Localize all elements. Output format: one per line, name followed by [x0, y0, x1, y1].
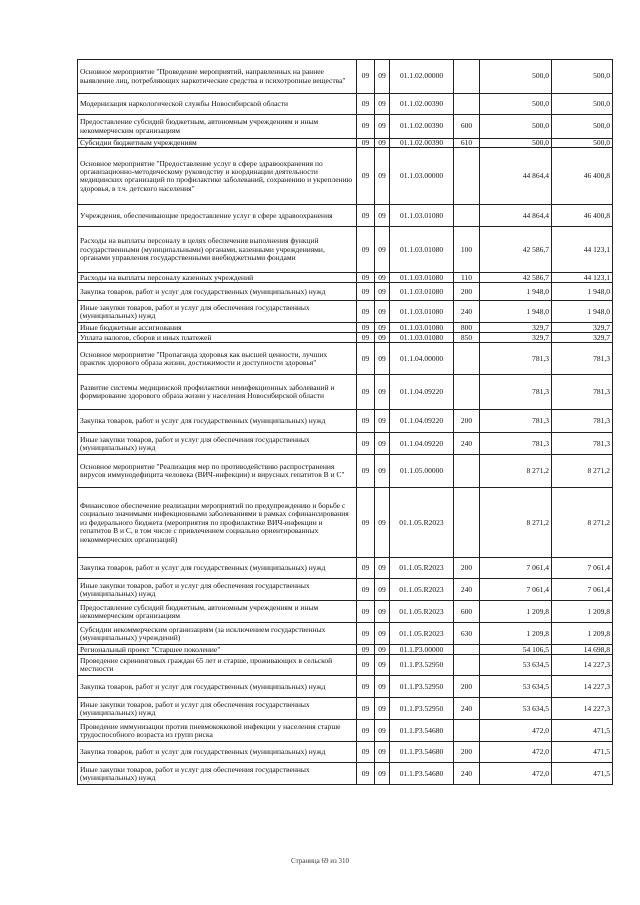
row-expense-type: 630: [454, 623, 480, 645]
row-expense-type: 600: [454, 601, 480, 623]
row-expense-type: 600: [454, 115, 480, 139]
row-name: Основное мероприятие "Реализация мер по противодействию распространения вирусов иммунодефицита человека (ВИЧ-инфекции) и вирусных гепатитов В и С": [78, 455, 357, 488]
row-target-article: 01.1.02.00000: [390, 60, 454, 94]
table-row: [78, 60, 613, 94]
row-target-article: 01.1.P3.54680: [390, 763, 454, 785]
table-row: [78, 488, 613, 558]
row-target-article: 01.1.02.00390: [390, 94, 454, 115]
row-subsection: 09: [375, 323, 390, 333]
row-amount-year-2: 44 123,1: [552, 273, 613, 283]
row-subsection: 09: [375, 455, 390, 488]
row-target-article: 01.1.03.01080: [390, 283, 454, 301]
row-target-article: 01.1.03.01080: [390, 227, 454, 273]
row-amount-year-1: 500,0: [480, 115, 552, 139]
row-amount-year-1: 472,0: [480, 742, 552, 763]
row-subsection: 09: [375, 139, 390, 148]
row-expense-type: [454, 645, 480, 655]
table-row: [78, 205, 613, 227]
row-amount-year-2: 1 209,8: [552, 623, 613, 645]
table-row: [78, 375, 613, 410]
row-section: 09: [357, 410, 375, 433]
row-subsection: 09: [375, 94, 390, 115]
row-amount-year-2: 329,7: [552, 333, 613, 343]
row-expense-type: 200: [454, 283, 480, 301]
row-subsection: 09: [375, 698, 390, 720]
row-amount-year-1: 329,7: [480, 333, 552, 343]
row-subsection: 09: [375, 375, 390, 410]
row-amount-year-2: 781,3: [552, 375, 613, 410]
row-amount-year-2: 471,5: [552, 763, 613, 785]
row-target-article: 01.1.P3.52950: [390, 655, 454, 676]
row-name: Расходы на выплаты персоналу в целях обеспечения выполнения функций государственными (муниципальными) органами, казенными учреждениями, органами управления государственными внебюджетными фондами: [78, 227, 357, 273]
row-subsection: 09: [375, 763, 390, 785]
row-subsection: 09: [375, 623, 390, 645]
row-amount-year-2: 14 227,3: [552, 698, 613, 720]
row-name: Закупка товаров, работ и услуг для государственных (муниципальных) нужд: [78, 742, 357, 763]
row-amount-year-1: 472,0: [480, 720, 552, 742]
row-expense-type: [454, 205, 480, 227]
row-target-article: 01.1.04.00000: [390, 343, 454, 375]
table-row: [78, 273, 613, 283]
row-subsection: 09: [375, 742, 390, 763]
row-expense-type: [454, 655, 480, 676]
row-subsection: 09: [375, 488, 390, 558]
table-row: [78, 283, 613, 301]
row-subsection: 09: [375, 301, 390, 323]
row-amount-year-1: 500,0: [480, 60, 552, 94]
row-amount-year-2: 14 227,3: [552, 655, 613, 676]
row-amount-year-2: 781,3: [552, 410, 613, 433]
row-amount-year-2: 8 271,2: [552, 455, 613, 488]
row-section: 09: [357, 283, 375, 301]
table-row: [78, 698, 613, 720]
row-section: 09: [357, 488, 375, 558]
row-expense-type: 200: [454, 742, 480, 763]
row-section: 09: [357, 579, 375, 601]
row-name: Региональный проект "Старшее поколение": [78, 645, 357, 655]
table-row: [78, 333, 613, 343]
row-amount-year-1: 781,3: [480, 343, 552, 375]
row-amount-year-2: 46 400,8: [552, 205, 613, 227]
row-expense-type: [454, 60, 480, 94]
table-row: [78, 433, 613, 455]
page-number: Страница 69 из 310: [291, 857, 349, 865]
row-amount-year-2: 471,5: [552, 720, 613, 742]
row-name: Проведение иммунизации против пневмококковой инфекции у населения старше трудоспособного возраста из групп риска: [78, 720, 357, 742]
table-row: [78, 410, 613, 433]
row-target-article: 01.1.P3.00000: [390, 645, 454, 655]
row-subsection: 09: [375, 148, 390, 205]
table-row: [78, 645, 613, 655]
row-section: 09: [357, 323, 375, 333]
row-amount-year-1: 53 634,5: [480, 676, 552, 698]
row-subsection: 09: [375, 343, 390, 375]
row-target-article: 01.1.04.09220: [390, 375, 454, 410]
row-amount-year-1: 1 209,8: [480, 623, 552, 645]
row-amount-year-1: 781,3: [480, 433, 552, 455]
row-section: 09: [357, 205, 375, 227]
table-row: [78, 579, 613, 601]
row-target-article: 01.1.02.00390: [390, 115, 454, 139]
row-section: 09: [357, 558, 375, 579]
table-body: [78, 60, 613, 785]
row-amount-year-1: 42 586,7: [480, 227, 552, 273]
row-amount-year-2: 7 061,4: [552, 558, 613, 579]
row-target-article: 01.1.P3.52950: [390, 698, 454, 720]
row-subsection: 09: [375, 655, 390, 676]
row-name: Закупка товаров, работ и услуг для государственных (муниципальных) нужд: [78, 676, 357, 698]
table-row: [78, 115, 613, 139]
row-target-article: 01.1.03.01080: [390, 301, 454, 323]
row-subsection: 09: [375, 558, 390, 579]
row-section: 09: [357, 676, 375, 698]
row-expense-type: 100: [454, 227, 480, 273]
row-section: 09: [357, 601, 375, 623]
row-section: 09: [357, 115, 375, 139]
row-section: 09: [357, 333, 375, 343]
row-section: 09: [357, 698, 375, 720]
row-subsection: 09: [375, 720, 390, 742]
row-name: Субсидии бюджетным учреждениям: [78, 139, 357, 148]
row-amount-year-2: 14 227,3: [552, 676, 613, 698]
row-name: Предоставление субсидий бюджетным, автономным учреждениям и иным некоммерческим организациям: [78, 601, 357, 623]
row-expense-type: [454, 148, 480, 205]
row-expense-type: 850: [454, 333, 480, 343]
row-amount-year-1: 53 634,5: [480, 698, 552, 720]
row-amount-year-1: 781,3: [480, 410, 552, 433]
row-section: 09: [357, 139, 375, 148]
row-subsection: 09: [375, 115, 390, 139]
row-name: Иные закупки товаров, работ и услуг для обеспечения государственных (муниципальных) нужд: [78, 763, 357, 785]
row-subsection: 09: [375, 433, 390, 455]
table-row: [78, 301, 613, 323]
row-amount-year-1: 500,0: [480, 94, 552, 115]
row-name: Иные закупки товаров, работ и услуг для обеспечения государственных (муниципальных) нужд: [78, 698, 357, 720]
row-amount-year-1: 8 271,2: [480, 488, 552, 558]
row-subsection: 09: [375, 676, 390, 698]
table-row: [78, 148, 613, 205]
row-target-article: 01.1.03.01080: [390, 205, 454, 227]
row-subsection: 09: [375, 645, 390, 655]
row-expense-type: 800: [454, 323, 480, 333]
row-section: 09: [357, 273, 375, 283]
row-amount-year-2: 500,0: [552, 94, 613, 115]
table-row: [78, 742, 613, 763]
row-name: Модернизация наркологической службы Новосибирской области: [78, 94, 357, 115]
row-section: 09: [357, 623, 375, 645]
row-section: 09: [357, 433, 375, 455]
row-amount-year-1: 44 864,4: [480, 205, 552, 227]
row-subsection: 09: [375, 227, 390, 273]
row-name: Основное мероприятие "Проведение мероприятий, направленных на раннее выявление лиц, потребляющих наркотические средства и психотропные вещества": [78, 60, 357, 94]
row-target-article: 01.1.05.R2023: [390, 558, 454, 579]
row-amount-year-1: 329,7: [480, 323, 552, 333]
row-amount-year-1: 53 634,5: [480, 655, 552, 676]
budget-table: [77, 59, 613, 785]
row-name: Основное мероприятие "Предоставление услуг в сфере здравоохранения по организационно-методическому руководству и координации деятельности медицинских организаций по профилактике заболеваний, сохранению и укреплению здоровья, в т.ч. детского населения": [78, 148, 357, 205]
row-name: Иные бюджетные ассигнования: [78, 323, 357, 333]
row-target-article: 01.1.04.09220: [390, 433, 454, 455]
row-name: Иные закупки товаров, работ и услуг для обеспечения государственных (муниципальных) нужд: [78, 301, 357, 323]
row-name: Основное мероприятие "Пропаганда здоровья как высшей ценности, лучших практик здорового образа жизни, достижимости и доступности здоровья": [78, 343, 357, 375]
row-amount-year-1: 781,3: [480, 375, 552, 410]
row-name: Уплата налогов, сборов и иных платежей: [78, 333, 357, 343]
row-amount-year-1: 1 948,0: [480, 301, 552, 323]
row-amount-year-1: 1 209,8: [480, 601, 552, 623]
row-expense-type: 240: [454, 579, 480, 601]
row-amount-year-1: 500,0: [480, 139, 552, 148]
row-expense-type: [454, 94, 480, 115]
row-expense-type: 240: [454, 698, 480, 720]
table-row: [78, 94, 613, 115]
row-expense-type: [454, 375, 480, 410]
row-target-article: 01.1.05.R2023: [390, 579, 454, 601]
row-amount-year-2: 8 271,2: [552, 488, 613, 558]
row-section: 09: [357, 763, 375, 785]
row-name: Иные закупки товаров, работ и услуг для обеспечения государственных (муниципальных) нужд: [78, 433, 357, 455]
row-name: Развитие системы медицинской профилактики неинфекционных заболеваний и формирование здорового образа жизни у населения Новосибирской области: [78, 375, 357, 410]
row-subsection: 09: [375, 579, 390, 601]
table-row: [78, 139, 613, 148]
row-amount-year-2: 500,0: [552, 60, 613, 94]
row-name: Предоставление субсидий бюджетным, автономным учреждениям и иным некоммерческим организациям: [78, 115, 357, 139]
row-amount-year-2: 14 698,8: [552, 645, 613, 655]
row-target-article: 01.1.P3.54680: [390, 742, 454, 763]
row-expense-type: 240: [454, 433, 480, 455]
row-amount-year-2: 44 123,1: [552, 227, 613, 273]
row-amount-year-2: 329,7: [552, 323, 613, 333]
row-name: Расходы на выплаты персоналу казенных учреждений: [78, 273, 357, 283]
table-row: [78, 601, 613, 623]
row-expense-type: [454, 720, 480, 742]
row-target-article: 01.1.P3.52950: [390, 676, 454, 698]
row-target-article: 01.1.05.R2023: [390, 488, 454, 558]
row-expense-type: 610: [454, 139, 480, 148]
row-name: Проведение скрининговых граждан 65 лет и старше, проживающих в сельской местности: [78, 655, 357, 676]
row-expense-type: 200: [454, 558, 480, 579]
row-expense-type: [454, 343, 480, 375]
row-amount-year-1: 44 864,4: [480, 148, 552, 205]
row-section: 09: [357, 720, 375, 742]
row-name: Закупка товаров, работ и услуг для государственных (муниципальных) нужд: [78, 558, 357, 579]
row-amount-year-2: 1 948,0: [552, 283, 613, 301]
row-subsection: 09: [375, 283, 390, 301]
row-section: 09: [357, 375, 375, 410]
row-expense-type: [454, 488, 480, 558]
row-amount-year-1: 1 948,0: [480, 283, 552, 301]
row-subsection: 09: [375, 273, 390, 283]
row-section: 09: [357, 742, 375, 763]
row-target-article: 01.1.02.00390: [390, 139, 454, 148]
row-amount-year-2: 7 061,4: [552, 579, 613, 601]
row-amount-year-1: 472,0: [480, 763, 552, 785]
row-target-article: 01.1.05.R2023: [390, 601, 454, 623]
table-row: [78, 227, 613, 273]
row-target-article: 01.1.05.R2023: [390, 623, 454, 645]
row-name: Закупка товаров, работ и услуг для государственных (муниципальных) нужд: [78, 283, 357, 301]
row-amount-year-2: 781,3: [552, 343, 613, 375]
row-target-article: 01.1.03.01080: [390, 323, 454, 333]
row-subsection: 09: [375, 205, 390, 227]
table-row: [78, 343, 613, 375]
row-target-article: 01.1.05.00000: [390, 455, 454, 488]
row-name: Закупка товаров, работ и услуг для государственных (муниципальных) нужд: [78, 410, 357, 433]
table-row: [78, 455, 613, 488]
row-section: 09: [357, 645, 375, 655]
row-subsection: 09: [375, 60, 390, 94]
row-expense-type: 110: [454, 273, 480, 283]
row-amount-year-1: 54 106,5: [480, 645, 552, 655]
row-name: Финансовое обеспечение реализации мероприятий по предупреждению и борьбе с социально значимыми инфекционными заболеваниями в рамках софинансирования из федерального бюджета (мероприятия по профилактике ВИЧ-инфекции и гепатитов В и С, в том числе с привлечением социально ориентированных некоммерческих организаций): [78, 488, 357, 558]
row-expense-type: 240: [454, 763, 480, 785]
row-amount-year-2: 471,5: [552, 742, 613, 763]
row-section: 09: [357, 60, 375, 94]
row-amount-year-2: 500,0: [552, 115, 613, 139]
row-amount-year-2: 46 400,8: [552, 148, 613, 205]
table-row: [78, 676, 613, 698]
row-expense-type: 200: [454, 410, 480, 433]
row-section: 09: [357, 227, 375, 273]
row-target-article: 01.1.03.01080: [390, 333, 454, 343]
row-section: 09: [357, 148, 375, 205]
table-row: [78, 655, 613, 676]
row-amount-year-2: 781,3: [552, 433, 613, 455]
row-target-article: 01.1.04.09220: [390, 410, 454, 433]
row-amount-year-2: 1 948,0: [552, 301, 613, 323]
row-subsection: 09: [375, 410, 390, 433]
row-section: 09: [357, 455, 375, 488]
row-subsection: 09: [375, 333, 390, 343]
row-name: Субсидии некоммерческим организациям (за исключением государственных (муниципальных) учреждений): [78, 623, 357, 645]
row-name: Учреждения, обеспечивающие предоставление услуг в сфере здравоохранения: [78, 205, 357, 227]
row-section: 09: [357, 343, 375, 375]
row-amount-year-2: 500,0: [552, 139, 613, 148]
row-section: 09: [357, 655, 375, 676]
row-expense-type: 200: [454, 676, 480, 698]
row-section: 09: [357, 301, 375, 323]
row-expense-type: 240: [454, 301, 480, 323]
table-row: [78, 763, 613, 785]
row-amount-year-1: 8 271,2: [480, 455, 552, 488]
row-expense-type: [454, 455, 480, 488]
row-amount-year-1: 42 586,7: [480, 273, 552, 283]
row-amount-year-2: 1 209,8: [552, 601, 613, 623]
row-section: 09: [357, 94, 375, 115]
row-target-article: 01.1.03.00000: [390, 148, 454, 205]
table-row: [78, 558, 613, 579]
row-name: Иные закупки товаров, работ и услуг для обеспечения государственных (муниципальных) нужд: [78, 579, 357, 601]
row-target-article: 01.1.03.01080: [390, 273, 454, 283]
row-subsection: 09: [375, 601, 390, 623]
table-row: [78, 623, 613, 645]
table-row: [78, 323, 613, 333]
row-target-article: 01.1.P3.54680: [390, 720, 454, 742]
row-amount-year-1: 7 061,4: [480, 579, 552, 601]
table-row: [78, 720, 613, 742]
row-amount-year-1: 7 061,4: [480, 558, 552, 579]
